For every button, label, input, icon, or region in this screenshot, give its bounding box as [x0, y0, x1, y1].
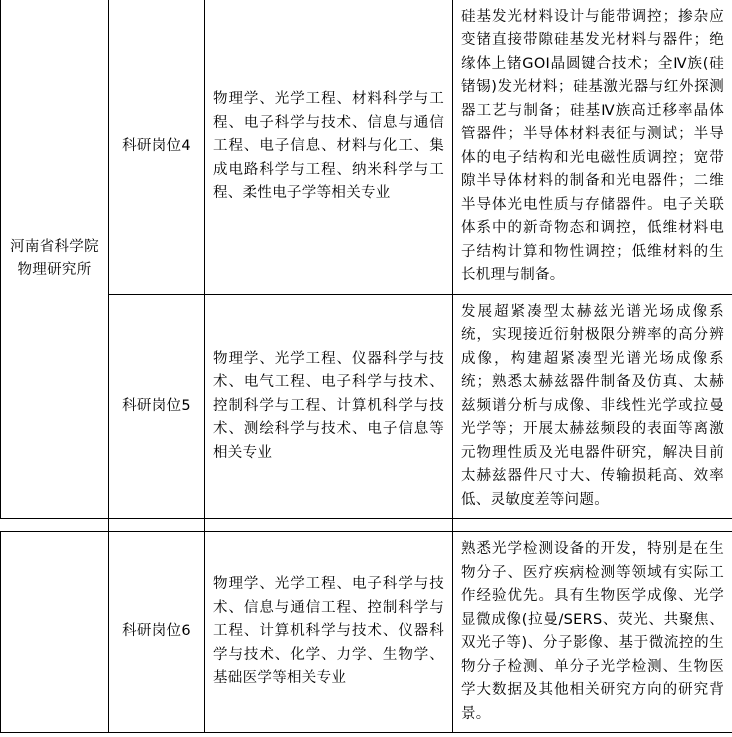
post-name: 科研岗位4: [109, 0, 205, 294]
table-row: [1, 0, 732, 294]
table-gap-cell: [1, 519, 109, 532]
table-gap-cell: [205, 519, 453, 532]
organization-line-2: 物理研究所: [17, 262, 92, 279]
post-name: 科研岗位6: [109, 532, 205, 733]
major-requirements: 物理学、光学工程、材料科学与工程、电子科学与技术、信息与通信工程、电子信息、材料与化工、集成电路科学与工程、纳米科学与工程、柔性电子学等相关专业: [205, 0, 453, 294]
organization-cell: [1, 0, 109, 519]
research-description: 熟悉光学检测设备的开发，特别是在生物分子、医疗疾病检测等领域有实际工作经验优先。具有生物医学成像、光学显微成像(拉曼/SERS、荧光、共聚焦、双光子等)、分子影像、基于微流控的生物分子检测、单分子光学检测、生物医学大数据及其他相关研究方向的研究背景。: [453, 532, 732, 733]
table-gap-row: [1, 519, 732, 532]
research-description: 发展超紧凑型太赫兹光谱光场成像系统，实现接近衍射极限分辨率的高分辨成像，构建超紧凑型光谱光场成像系统；熟悉太赫兹器件制备及仿真、太赫兹频谱分析与成像、非线性光学或拉曼光学等；开展太赫兹频段的表面等离激元物理性质及光电器件研究，解决目前太赫兹器件尺寸大、传输损耗高、效率低、灵敏度差等问题。: [453, 294, 732, 518]
organization-cell-empty: [1, 532, 109, 733]
post-name: 科研岗位5: [109, 294, 205, 518]
table-row: [1, 294, 732, 518]
major-requirements: 物理学、光学工程、电子科学与技术、信息与通信工程、控制科学与工程、计算机科学与技术、仪器科学与技术、化学、力学、生物学、基础医学等相关专业: [205, 532, 453, 733]
table-gap-cell: [109, 519, 205, 532]
table-gap-cell: [453, 519, 732, 532]
organization-line-1: 河南省科学院: [10, 238, 99, 255]
major-requirements: 物理学、光学工程、仪器科学与技术、电气工程、电子科学与技术、控制科学与工程、计算机科学与技术、测绘科学与技术、电子信息等相关专业: [205, 294, 453, 518]
research-description: 硅基发光材料设计与能带调控；掺杂应变锗直接带隙硅基发光材料与器件；绝缘体上锗GOI晶圆键合技术；全Ⅳ族(硅锗锡)发光材料；硅基激光器与红外探测器工艺与制备；硅基Ⅳ族高迁移率晶体管器件；半导体材料表征与测试；半导体的电子结构和光电磁性质调控；宽带隙半导体材料的制备和光电器件；二维半导体光电性质与存储器件。电子关联体系中的新奇物态和调控，低维材料电子结构计算和物性调控；低维材料的生长机理与制备。: [453, 0, 732, 294]
table-row: [1, 532, 732, 733]
